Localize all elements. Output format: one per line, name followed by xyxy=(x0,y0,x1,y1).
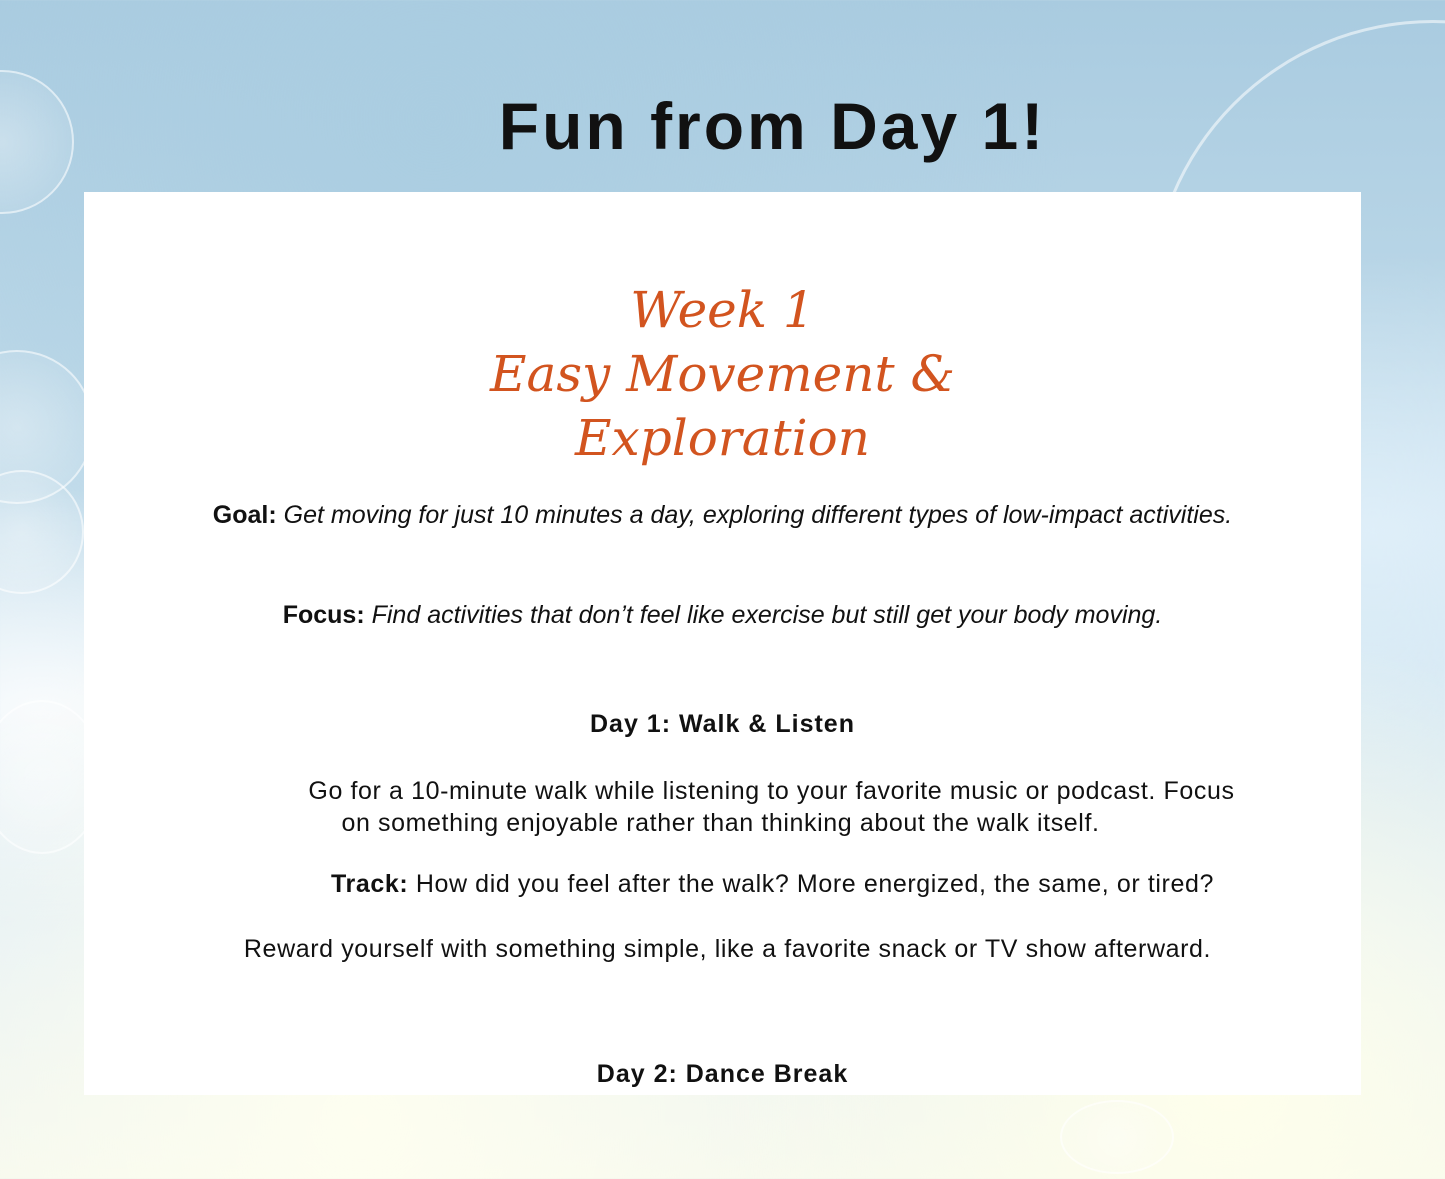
bokeh-circle xyxy=(0,470,84,594)
focus-text: Find activities that don’t feel like exercise but still get your body moving. xyxy=(371,601,1163,629)
track-label: Track: xyxy=(331,870,409,898)
bokeh-circle xyxy=(1060,1100,1174,1174)
content-card xyxy=(84,192,1361,1095)
day1-reward: Reward yourself with something simple, like a favorite snack or TV show afterward. xyxy=(243,935,1212,963)
goal-label: Goal: xyxy=(212,501,277,529)
day1-activity-line: Go for a 10-minute walk while listening to your favorite music or podcast. Focus xyxy=(308,777,1235,805)
day1-track xyxy=(84,870,1361,899)
goal-paragraph xyxy=(84,498,1361,532)
day2-heading: Day 2: Dance Break xyxy=(596,1060,849,1088)
week-heading-line: Easy Movement & xyxy=(490,345,955,403)
focus-label: Focus: xyxy=(282,601,365,629)
day1-activity xyxy=(84,775,1361,839)
week-heading-line: Week 1 xyxy=(630,281,815,339)
day1-activity-line: on something enjoyable rather than thinking about the walk itself. xyxy=(341,809,1100,837)
week-heading xyxy=(84,278,1361,470)
focus-paragraph xyxy=(84,598,1361,632)
goal-text: Get moving for just 10 minutes a day, exploring different types of low-impact activities. xyxy=(283,501,1233,529)
week-heading-line: Exploration xyxy=(575,409,870,467)
day1-heading: Day 1: Walk & Listen xyxy=(590,710,855,738)
track-text: How did you feel after the walk? More energized, the same, or tired? xyxy=(415,870,1214,898)
page-title: Fun from Day 1! xyxy=(498,89,1047,163)
